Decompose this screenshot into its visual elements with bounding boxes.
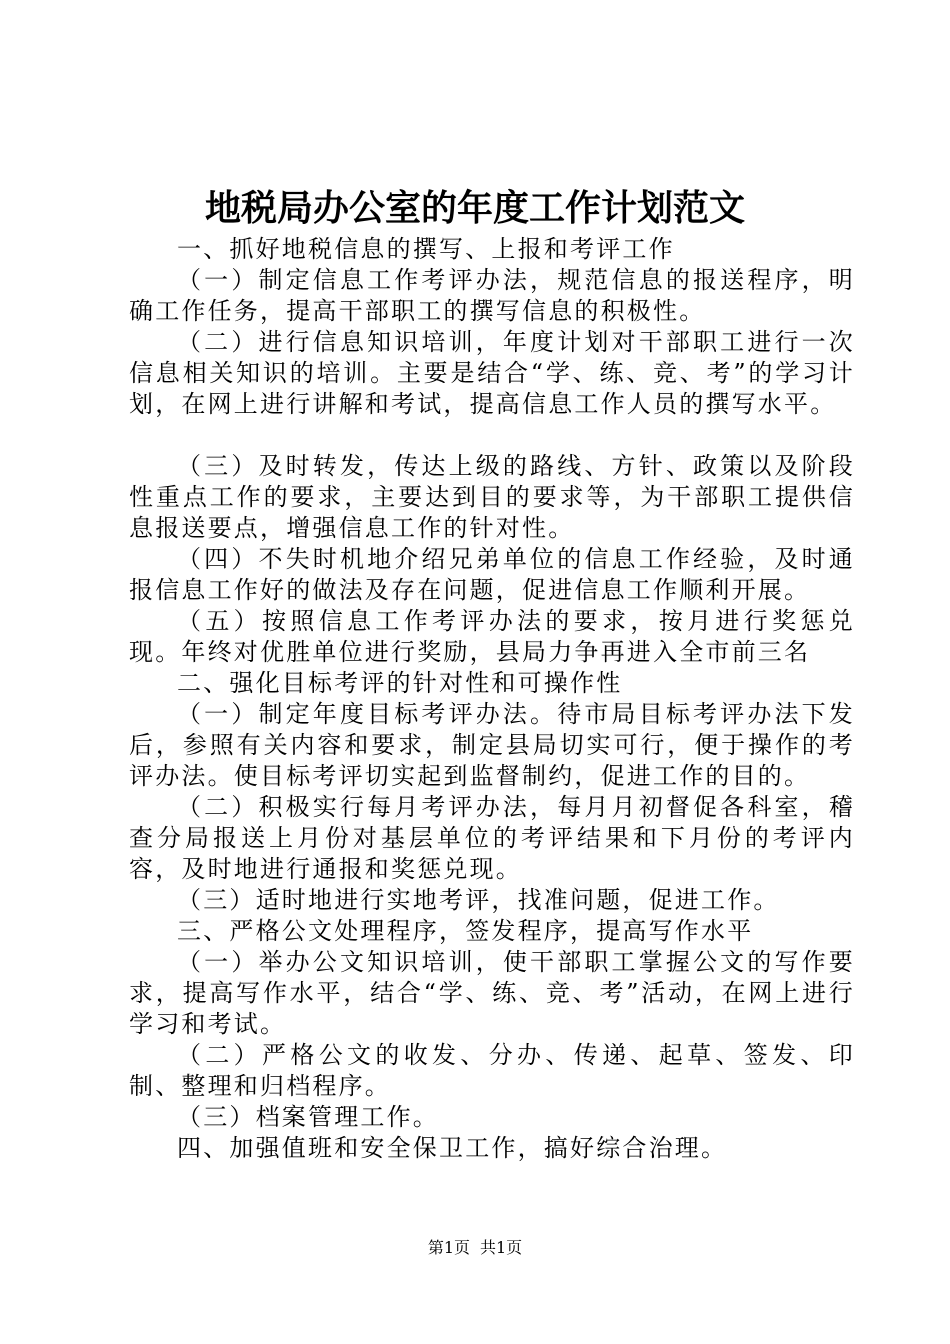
paragraph: （三）档案管理工作。 xyxy=(177,1103,439,1131)
paragraph: （一）制定年度目标考评办法。待市局目标考评办法下发后，参照有关内容和要求，制定县局切实可行，便于操作的考评办法。使目标考评切实起到监督制约，促进工作的目的。 xyxy=(129,700,855,790)
section-heading-4: 四、加强值班和安全保卫工作，搞好综合治理。 xyxy=(177,1134,728,1162)
document-title: 地税局办公室的年度工作计划范文 xyxy=(204,187,745,229)
section-heading-3: 三、严格公文处理程序，签发程序，提高写作水平 xyxy=(177,917,754,945)
paragraph: （三）适时地进行实地考评，找准问题，促进工作。 xyxy=(177,886,780,914)
paragraph: （三）及时转发，传达上级的路线、方针、政策以及阶段性重点工作的要求，主要达到目的要求等，为干部职工提供信息报送要点，增强信息工作的针对性。 xyxy=(129,452,855,542)
page-total: 共1页 xyxy=(480,1238,523,1257)
section-heading-2: 二、强化目标考评的针对性和可操作性 xyxy=(177,669,623,697)
page-number: 第1页 xyxy=(427,1238,470,1257)
paragraph: （五）按照信息工作考评办法的要求，按月进行奖惩兑现。年终对优胜单位进行奖励，县局力争再进入全市前三名 xyxy=(129,607,855,666)
paragraph: （二）进行信息知识培训，年度计划对干部职工进行一次信息相关知识的培训。主要是结合“学、练、竞、考”的学习计划，在网上进行讲解和考试，提高信息工作人员的撰写水平。 xyxy=(129,328,855,418)
paragraph: （二）严格公文的收发、分办、传递、起草、签发、印制、整理和归档程序。 xyxy=(129,1041,855,1100)
document-body xyxy=(129,234,855,1164)
section-heading-1: 一、抓好地税信息的撰写、上报和考评工作 xyxy=(177,235,675,263)
paragraph: （四）不失时机地介绍兄弟单位的信息工作经验，及时通报信息工作好的做法及存在问题，促进信息工作顺利开展。 xyxy=(129,545,855,604)
page-footer xyxy=(0,1238,950,1258)
paragraph: （一）制定信息工作考评办法，规范信息的报送程序，明确工作任务，提高干部职工的撰写信息的积极性。 xyxy=(129,266,855,325)
paragraph: （二）积极实行每月考评办法，每月月初督促各科室，稽查分局报送上月份对基层单位的考评结果和下月份的考评内容，及时地进行通报和奖惩兑现。 xyxy=(129,793,855,883)
paragraph: （一）举办公文知识培训，使干部职工掌握公文的写作要求，提高写作水平，结合“学、练、竞、考”活动，在网上进行学习和考试。 xyxy=(129,948,855,1038)
